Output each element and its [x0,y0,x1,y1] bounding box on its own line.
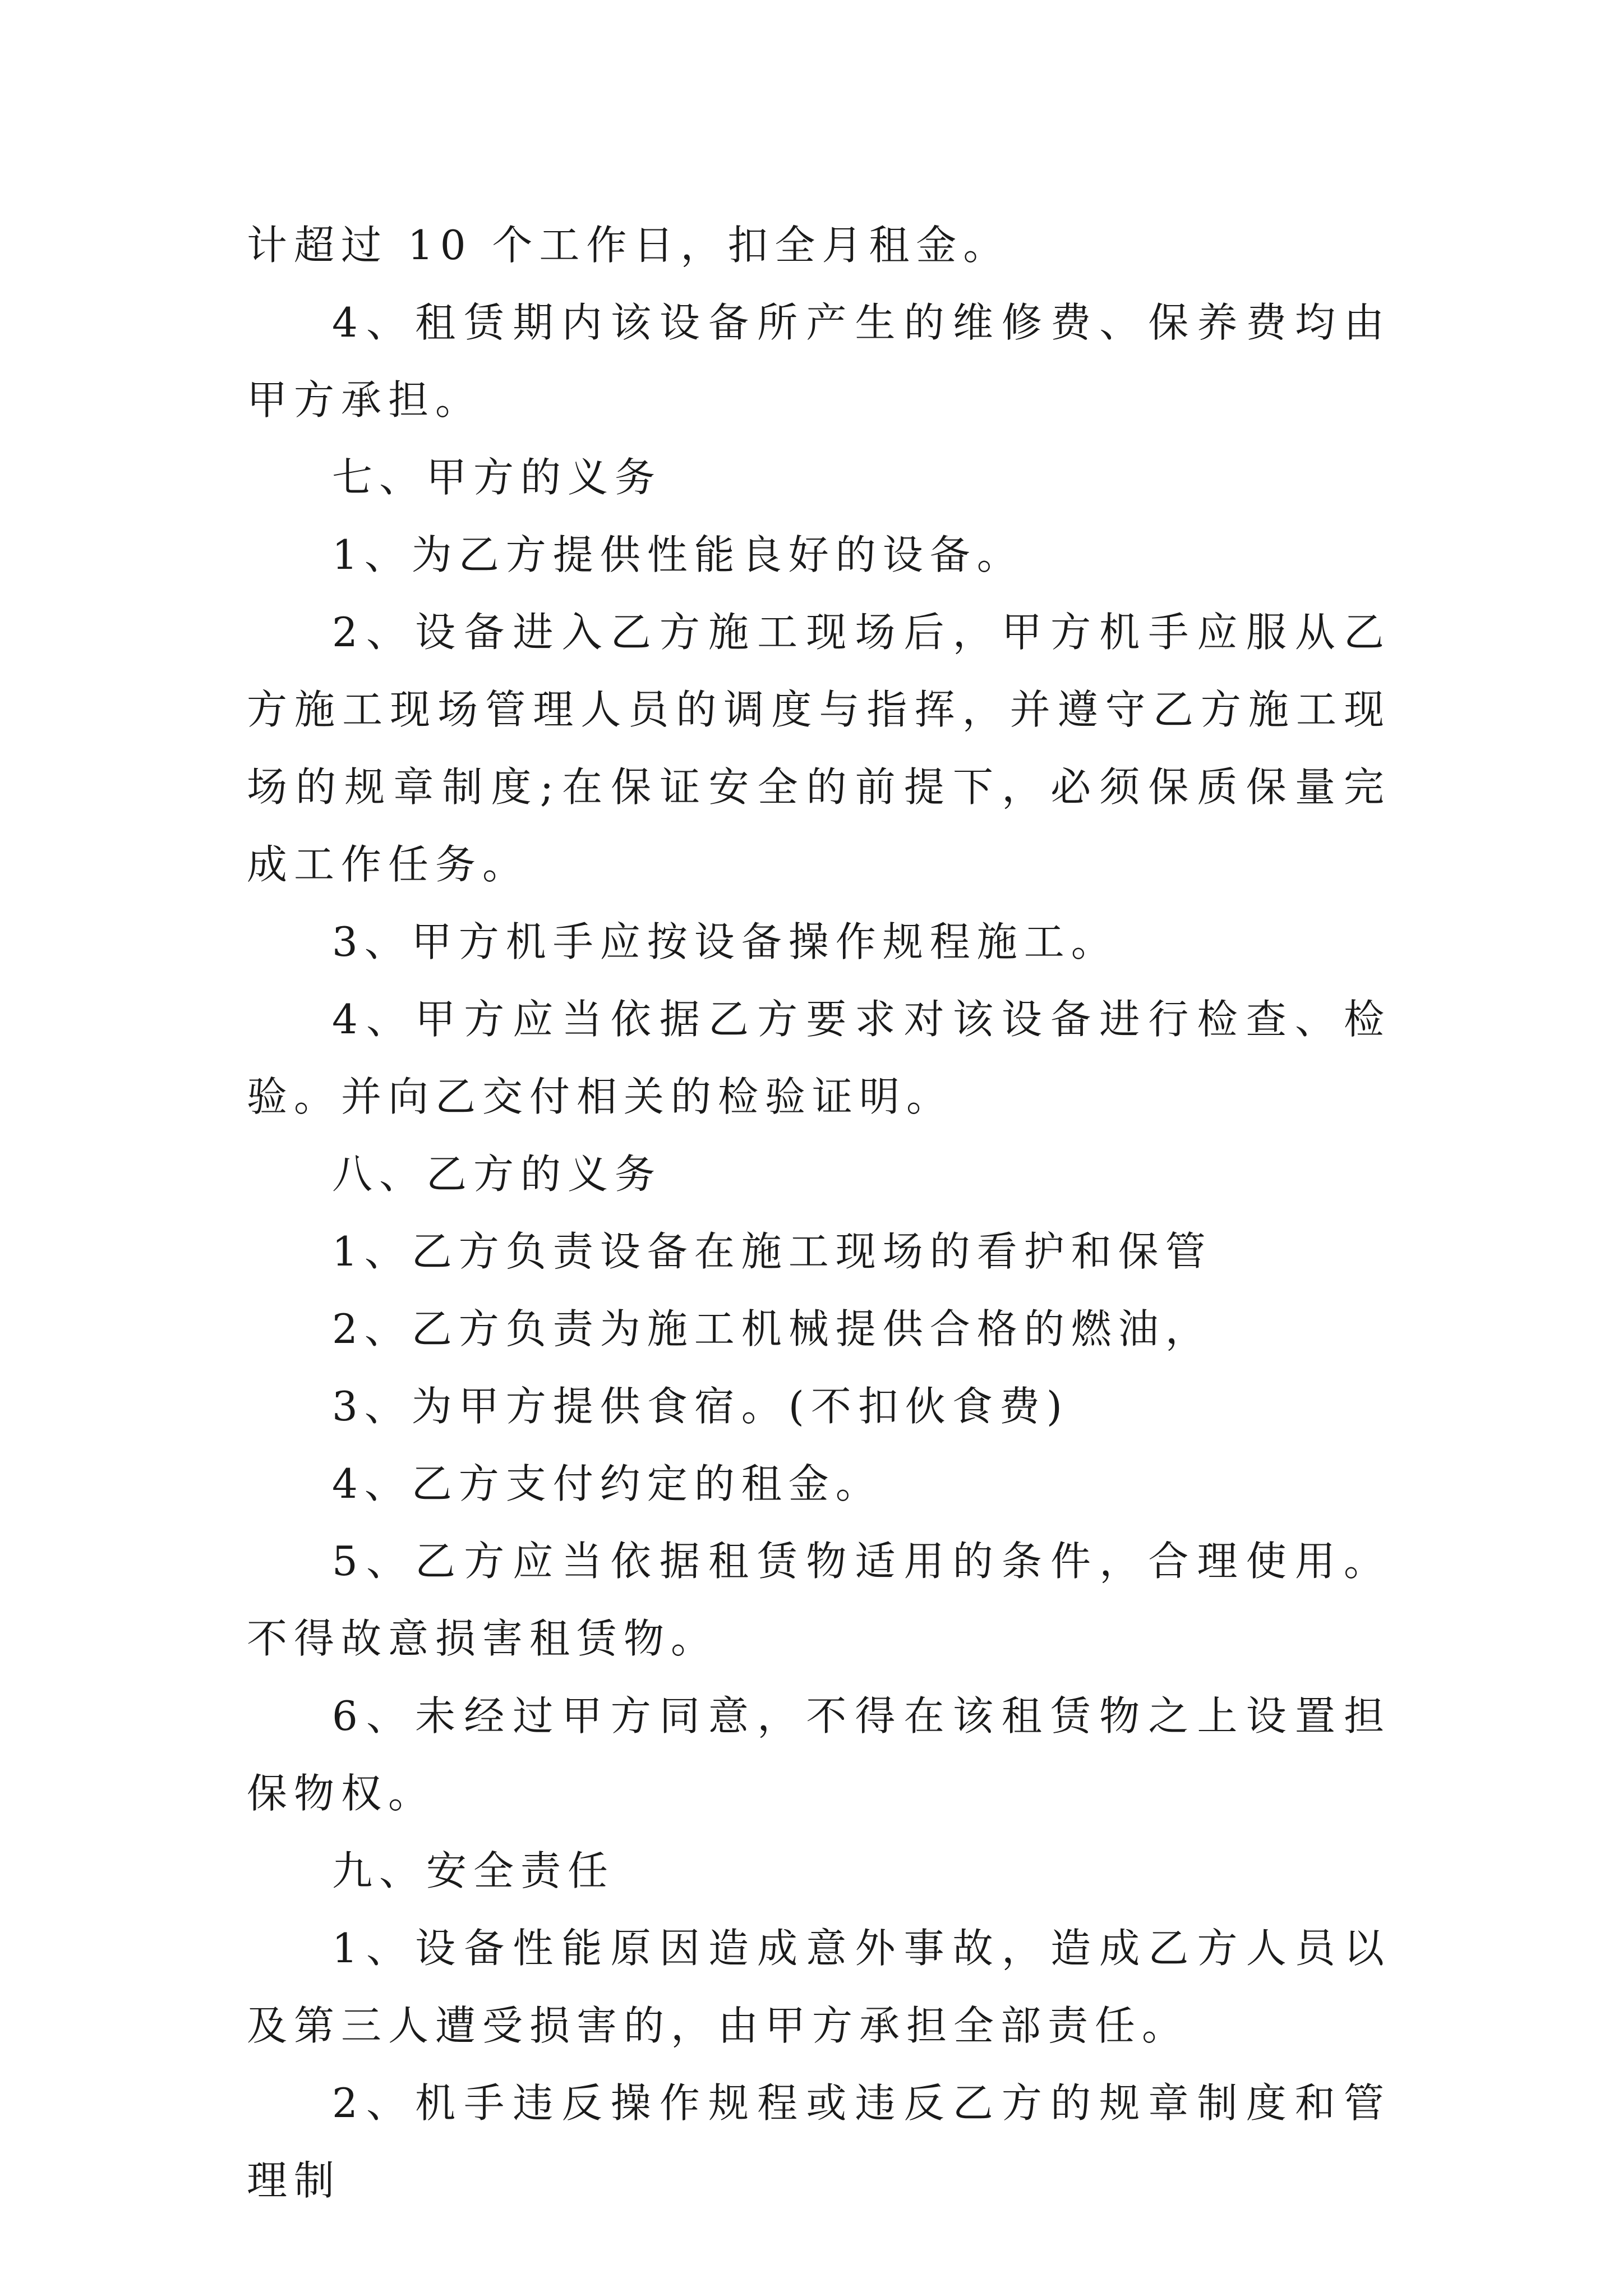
paragraph-clause-8-6: 6、未经过甲方同意，不得在该租赁物之上设置担保物权。 [247,1692,1391,1817]
paragraph-clause-9-1: 1、设备性能原因造成意外事故，造成乙方人员以及第三人遭受损害的，由甲方承担全部责任。 [247,1925,1391,2049]
paragraph-clause-8-4: 4、乙方支付约定的租金。 [332,1460,883,1507]
paragraph-clause-8-2: 2、乙方负责为施工机械提供合格的燃油， [332,1305,1212,1352]
paragraph-clause-8-1: 1、乙方负责设备在施工现场的看护和保管 [332,1228,1212,1275]
paragraph-clause-8-5: 5、乙方应当依据租赁物适用的条件，合理使用。不得故意损害租赁物。 [247,1538,1391,1662]
paragraph-clause-9-2: 2、机手违反操作规程或违反乙方的规章制度和管理制 [247,2079,1391,2204]
section-heading-9: 九、安全责任 [332,1847,615,1894]
paragraph-clause-6-4: 4、租赁期内该设备所产生的维修费、保养费均由甲方承担。 [247,299,1391,424]
section-heading-7: 七、甲方的义务 [332,454,662,501]
paragraph-clause-7-3: 3、甲方机手应按设备操作规程施工。 [332,918,1118,965]
paragraph-clause-7-2: 2、设备进入乙方施工现场后，甲方机手应服从乙方施工现场管理人员的调度与指挥，并遵守乙方施工现场的规章制度;在保证安全的前提下，必须保质保量完成工作任务。 [247,609,1391,888]
paragraph-continuation: 计超过 10 个工作日，扣全月租金。 [247,222,1011,269]
section-heading-8: 八、乙方的义务 [332,1151,662,1198]
paragraph-clause-8-3: 3、为甲方提供食宿。(不扣伙食费) [332,1383,1069,1430]
paragraph-clause-7-1: 1、为乙方提供性能良好的设备。 [332,531,1024,578]
document-body [247,206,1391,2219]
paragraph-clause-7-4: 4、甲方应当依据乙方要求对该设备进行检查、检验。并向乙交付相关的检验证明。 [247,996,1391,1120]
